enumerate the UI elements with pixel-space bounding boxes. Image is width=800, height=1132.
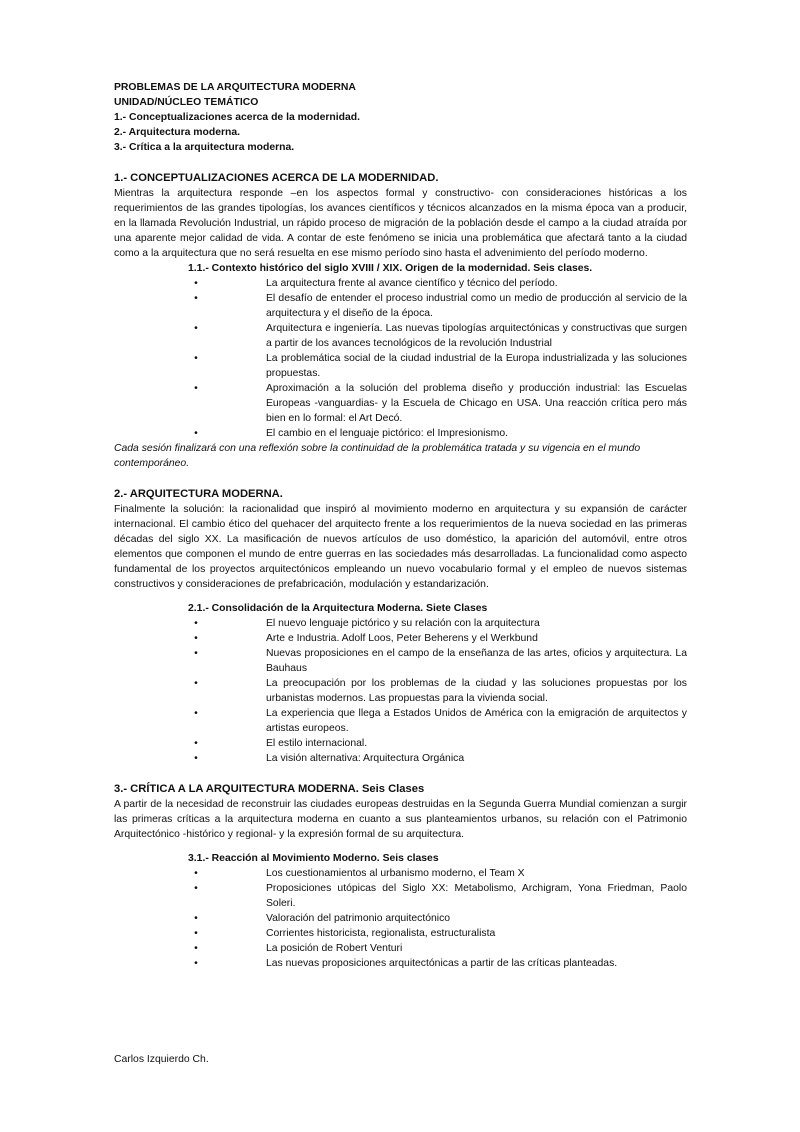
list-item	[114, 616, 687, 631]
topic-2: 2.- Arquitectura moderna.	[114, 127, 241, 138]
list-item	[114, 736, 687, 751]
bullet-icon: •	[194, 648, 198, 659]
list-item	[114, 426, 687, 441]
list-item-text: La visión alternativa: Arquitectura Orgánica	[266, 753, 465, 764]
topic-3: 3.- Crítica a la arquitectura moderna.	[114, 142, 295, 153]
list-item	[114, 706, 687, 736]
list-item	[114, 351, 687, 381]
section-2-subheading: 2.1.- Consolidación de la Arquitectura Moderna. Siete Clases	[188, 603, 488, 614]
list-item-text: El desafío de entender el proceso industrial como un medio de producción al servicio de la arquitectura y el diseño de la época.	[266, 293, 687, 319]
section-2-heading: 2.- ARQUITECTURA MODERNA.	[114, 488, 283, 500]
list-item-text: Aproximación a la solución del problema diseño y producción industrial: las Escuelas Europeas -vanguardias- y la Escuela de Chicago en USA. Una reacción crítica pero más bien en lo formal: el Art Decó.	[266, 383, 687, 424]
list-item	[114, 956, 687, 971]
list-item	[114, 911, 687, 926]
section-3-list	[114, 866, 687, 971]
list-item-text: Corrientes historicista, regionalista, estructuralista	[266, 928, 496, 939]
list-item-text: El nuevo lenguaje pictórico y su relación con la arquitectura	[266, 618, 540, 629]
list-item	[114, 381, 687, 426]
section-1-list	[114, 276, 687, 441]
list-item	[114, 646, 687, 676]
section-3-paragraph: A partir de la necesidad de reconstruir las ciudades europeas destruidas en la Segunda Guerra Mundial comienzan a surgir las primeras críticas a la arquitectura moderna en cuanto a sus planteamientos urbanos, su relación con el Patrimonio Arquitectónico -histórico y regional- y la expresión formal de su arquitectura.	[114, 799, 687, 840]
bullet-icon: •	[194, 293, 198, 304]
unit-label: UNIDAD/NÚCLEO TEMÁTICO	[114, 97, 259, 108]
bullet-icon: •	[194, 868, 198, 879]
bullet-icon: •	[194, 928, 198, 939]
bullet-icon: •	[194, 323, 198, 334]
section-1-subheading: 1.1.- Contexto histórico del siglo XVIII / XIX. Origen de la modernidad. Seis clases.	[188, 263, 593, 274]
list-item-text: Proposiciones utópicas del Siglo XX: Metabolismo, Archigram, Yona Friedman, Paolo Soleri.	[266, 883, 687, 909]
section-1-note: Cada sesión finalizará con una reflexión sobre la continuidad de la problemática tratada y su vigencia en el mundo contemporáneo.	[114, 443, 641, 469]
bullet-icon: •	[194, 383, 198, 394]
list-item	[114, 751, 687, 766]
bullet-icon: •	[194, 753, 198, 764]
list-item-text: Nuevas proposiciones en el campo de la enseñanza de las artes, oficios y arquitectura. La Bauhaus	[266, 648, 687, 674]
list-item	[114, 866, 687, 881]
bullet-icon: •	[194, 633, 198, 644]
bullet-icon: •	[194, 353, 198, 364]
list-item	[114, 941, 687, 956]
bullet-icon: •	[194, 883, 198, 894]
list-item-text: El cambio en el lenguaje pictórico: el Impresionismo.	[266, 428, 508, 439]
section-2	[114, 487, 687, 766]
bullet-icon: •	[194, 913, 198, 924]
list-item	[114, 676, 687, 706]
list-item-text: Los cuestionamientos al urbanismo moderno, el Team X	[266, 868, 525, 879]
list-item	[114, 321, 687, 351]
list-item-text: La posición de Robert Venturi	[266, 943, 403, 954]
section-3-heading: 3.- CRÍTICA A LA ARQUITECTURA MODERNA. Seis Clases	[114, 783, 425, 795]
section-3	[114, 782, 687, 971]
bullet-icon: •	[194, 278, 198, 289]
list-item	[114, 926, 687, 941]
list-item-text: La problemática social de la ciudad industrial de la Europa industrializada y las soluciones propuestas.	[266, 353, 687, 379]
bullet-icon: •	[194, 943, 198, 954]
list-item	[114, 631, 687, 646]
list-item-text: Arte e Industria. Adolf Loos, Peter Beherens y el Werkbund	[266, 633, 538, 644]
topic-1: 1.- Conceptualizaciones acerca de la modernidad.	[114, 112, 360, 123]
bullet-icon: •	[194, 738, 198, 749]
list-item-text: El estilo internacional.	[266, 738, 368, 749]
list-item-text: Arquitectura e ingeniería. Las nuevas tipologías arquitectónicas y constructivas que surgen a partir de los avances tecnológicos de la revolución Industrial	[266, 323, 687, 349]
list-item-text: Las nuevas proposiciones arquitectónicas a partir de las críticas planteadas.	[266, 958, 618, 969]
list-item-text: La preocupación por los problemas de la ciudad y las soluciones propuestas por los urbanistas modernos. Las propuestas para la vivienda social.	[266, 678, 687, 704]
bullet-icon: •	[194, 958, 198, 969]
list-item	[114, 291, 687, 321]
section-1-paragraph: Mientras la arquitectura responde –en los aspectos formal y constructivo- con consideraciones históricas a los requerimientos de las grandes tipologías, los avances científicos y técnicos alcanzados en la misma época van a producir, en la llamada Revolución Industrial, un rápido proceso de migración de la población desde el campo a la ciudad atraída por una aparente mejor calidad de vida. A contar de este fenómeno se inicia una problemática que afectará tanto a la ciudad como a la arquitectura que no será resuelta en ese mismo período sino hasta el advenimiento del período moderno.	[114, 188, 687, 259]
section-2-paragraph: Finalmente la solución: la racionalidad que inspiró al movimiento moderno en arquitectura y su expansión de carácter internacional. El cambio ético del quehacer del arquitecto frente a los requerimientos de la nueva sociedad en las primeras décadas del siglo XX. La masificación de nuevos artículos de uso doméstico, la aparición del automóvil, entre otros elementos que componen el mundo de entre guerras en las sociedades más desarrolladas. La funcionalidad como aspecto fundamental de los proyectos arquitectónicos empleando un nuevo vocabulario formal y el empleo de nuevos sistemas constructivos y consideraciones de prefabricación, modulación y estandarización.	[114, 504, 687, 590]
section-1	[114, 171, 687, 471]
bullet-icon: •	[194, 708, 198, 719]
list-item-text: La experiencia que llega a Estados Unidos de América con la emigración de arquitectos y artistas europeos.	[266, 708, 687, 734]
section-2-list	[114, 616, 687, 766]
title-block	[114, 80, 687, 155]
bullet-icon: •	[194, 678, 198, 689]
author-footer: Carlos Izquierdo Ch.	[114, 1054, 209, 1065]
bullet-icon: •	[194, 428, 198, 439]
bullet-icon: •	[194, 618, 198, 629]
section-1-heading: 1.- CONCEPTUALIZACIONES ACERCA DE LA MODERNIDAD.	[114, 172, 439, 184]
document-title: PROBLEMAS DE LA ARQUITECTURA MODERNA	[114, 82, 356, 93]
list-item-text: La arquitectura frente al avance científico y técnico del período.	[266, 278, 558, 289]
list-item	[114, 881, 687, 911]
list-item	[114, 276, 687, 291]
section-3-subheading: 3.1.- Reacción al Movimiento Moderno. Seis clases	[188, 853, 439, 864]
list-item-text: Valoración del patrimonio arquitectónico	[266, 913, 451, 924]
